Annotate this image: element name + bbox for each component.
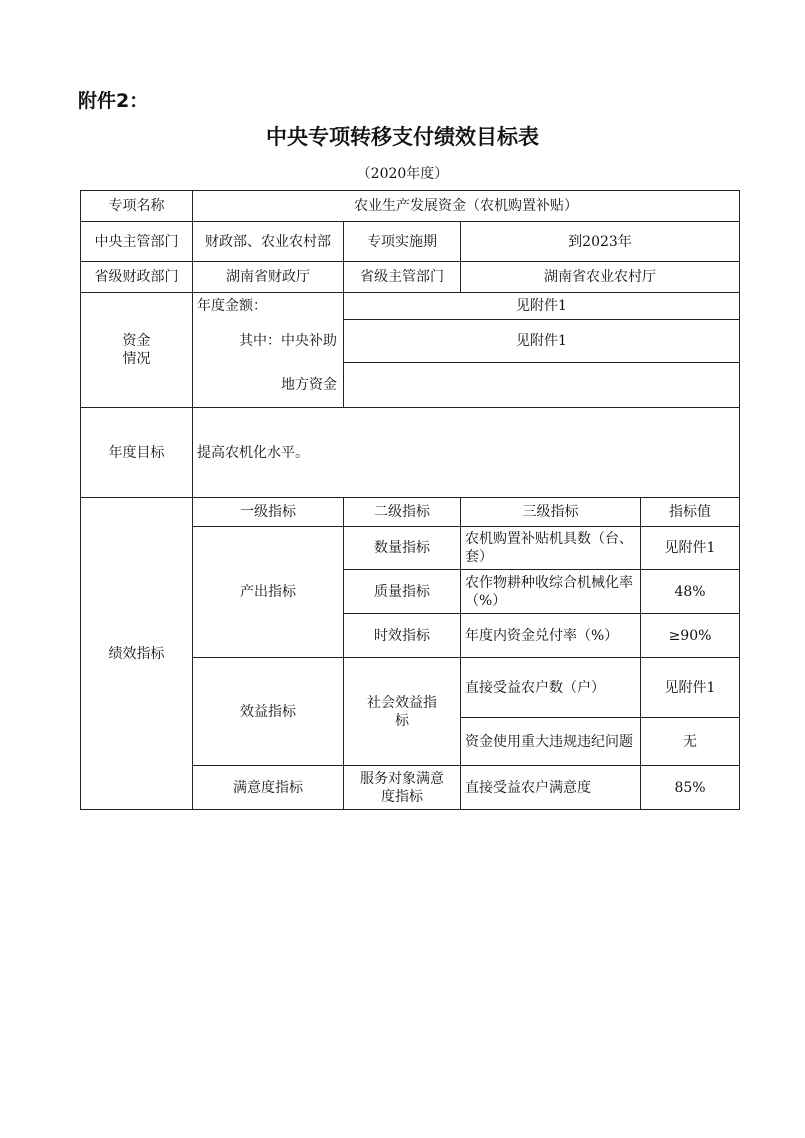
quality-indicator-label: 质量指标 — [344, 570, 461, 614]
funds-label: 资金 情况 — [81, 293, 193, 408]
indicator-header-row — [81, 498, 740, 527]
quality-indicator-item: 农作物耕种收综合机械化率（%） — [461, 570, 641, 614]
period-value: 到2023年 — [461, 222, 740, 262]
provincial-row — [81, 262, 740, 293]
annual-goal-label: 年度目标 — [81, 408, 193, 498]
violation-item: 资金使用重大违规违纪问题 — [461, 718, 641, 766]
violation-value: 无 — [641, 718, 740, 766]
indicators-label: 绩效指标 — [81, 498, 193, 810]
timeliness-indicator-value: ≥90% — [641, 614, 740, 658]
prov-dept-value: 湖南省农业农村厅 — [461, 262, 740, 293]
annual-amount-row — [81, 293, 740, 320]
quantity-indicator-label: 数量指标 — [344, 527, 461, 570]
central-subsidy-label: 其中：中央补助 — [193, 320, 344, 363]
fiscal-year: （2020年度） — [356, 166, 449, 182]
annual-amount-label: 年度金额： — [193, 293, 344, 320]
header-level3: 三级指标 — [461, 498, 641, 527]
output-indicator-label: 产出指标 — [193, 527, 344, 658]
project-name-value: 农业生产发展资金（农机购置补贴） — [193, 191, 740, 222]
satisfaction-indicator-label: 满意度指标 — [193, 766, 344, 810]
central-dept-value: 财政部、农业农村部 — [193, 222, 344, 262]
prov-finance-value: 湖南省财政厅 — [193, 262, 344, 293]
period-label: 专项实施期 — [344, 222, 461, 262]
satisfaction-value: 85% — [641, 766, 740, 810]
timeliness-indicator-label: 时效指标 — [344, 614, 461, 658]
annual-goal-text: 提高农机化水平。 — [193, 408, 740, 498]
satisfaction-item: 直接受益农户满意度 — [461, 766, 641, 810]
header-level2: 二级指标 — [344, 498, 461, 527]
beneficiaries-item: 直接受益农户数（户） — [461, 658, 641, 718]
timeliness-indicator-item: 年度内资金兑付率（%） — [461, 614, 641, 658]
benefit-indicator-label: 效益指标 — [193, 658, 344, 766]
service-satisfaction-label: 服务对象满意度指标 — [344, 766, 461, 810]
local-funds-label: 地方资金 — [193, 363, 344, 408]
prov-finance-label: 省级财政部门 — [81, 262, 193, 293]
project-name-row — [81, 191, 740, 222]
annual-amount-value: 见附件1 — [344, 293, 740, 320]
header-value: 指标值 — [641, 498, 740, 527]
quality-indicator-value: 48% — [641, 570, 740, 614]
page-title: 中央专项转移支付绩效目标表 — [266, 125, 539, 149]
quantity-indicator-value: 见附件1 — [641, 527, 740, 570]
quantity-indicator-item: 农机购置补贴机具数（台、套） — [461, 527, 641, 570]
local-funds-value — [344, 363, 740, 408]
central-dept-label: 中央主管部门 — [81, 222, 193, 262]
central-dept-row — [81, 222, 740, 262]
beneficiaries-value: 见附件1 — [641, 658, 740, 718]
central-subsidy-value: 见附件1 — [344, 320, 740, 363]
social-benefit-label: 社会效益指标 — [344, 658, 461, 766]
prov-dept-label: 省级主管部门 — [344, 262, 461, 293]
project-name-label: 专项名称 — [81, 191, 193, 222]
annex-label: 附件2： — [78, 90, 149, 112]
header-level1: 一级指标 — [193, 498, 344, 527]
performance-target-table — [80, 190, 740, 810]
annual-goal-row — [81, 408, 740, 498]
